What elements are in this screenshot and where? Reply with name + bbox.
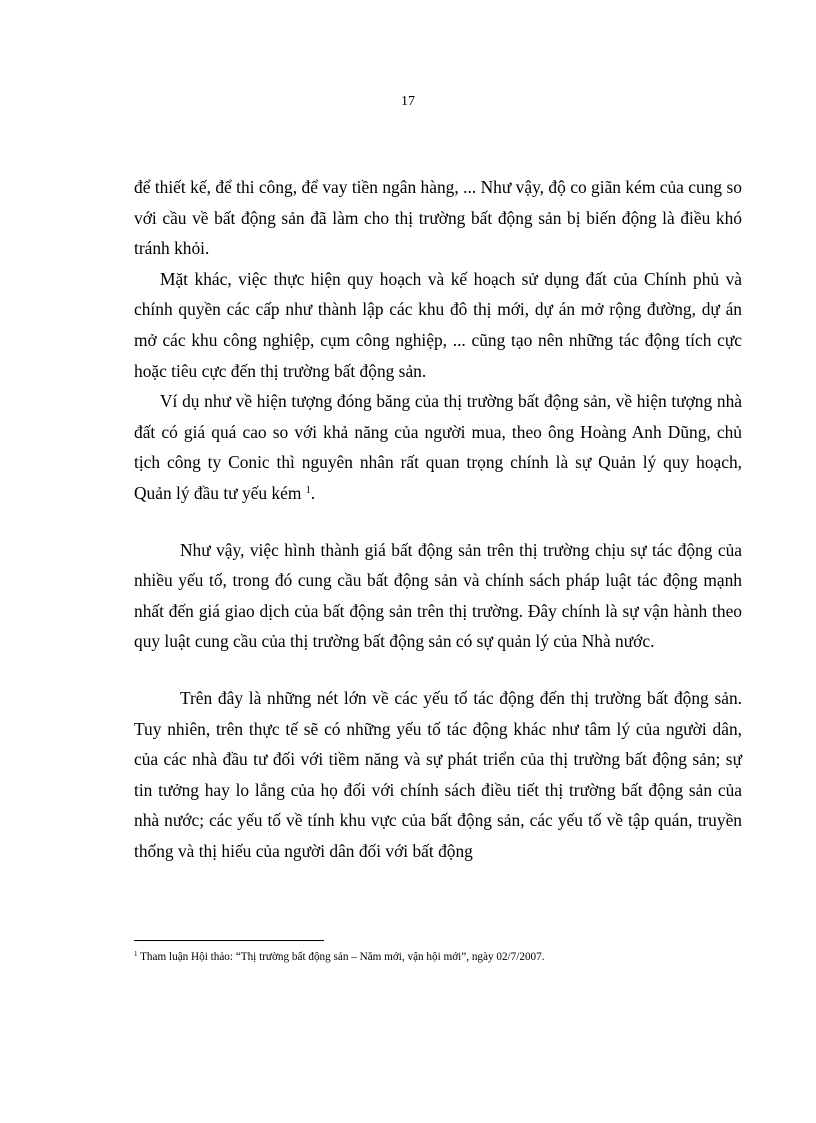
footnote-text: Tham luận Hội thảo: “Thị trường bất động sản – Năm mới, vận hội mới”, ngày 02/7/2007. [137,951,545,963]
paragraph-example-text: Ví dụ như về hiện tượng đóng băng của thị trường bất động sản, về hiện tượng nhà đất có giá quá cao so với khả năng của người mua, theo ông Hoàng Anh Dũng, chủ tịch công ty Conic thì nguyên nhân rất quan trọng chính là sự Quản lý quy hoạch, Quản lý đầu tư yếu kém [134,391,742,503]
footnote-separator [134,940,324,941]
footnote [134,950,742,964]
paragraph-continuation: để thiết kế, để thi công, để vay tiền ngân hàng, ... Như vậy, độ co giãn kém của cung so với cầu về bất động sản đã làm cho thị trường bất động sản bị biến động là điều khó tránh khỏi. [134,177,742,259]
paragraph-example-tail: . [310,482,316,503]
footnote-mark: 1 [134,950,138,958]
paragraph-price-formation: Như vậy, việc hình thành giá bất động sản trên thị trường chịu sự tác động của nhiều yếu tố, trong đó cung cầu bất động sản và chính sách pháp luật tác động mạnh nhất đến giá giao dịch của bất động sản trên thị trường. Đây chính là sự vận hành theo quy luật cung cầu của thị trường bất động sản có sự quản lý của Nhà nước. [134,539,742,652]
footnote-reference: 1 [305,484,311,496]
page-number: 17 [401,94,415,109]
paragraph-summary: Trên đây là những nét lớn về các yếu tố tác động đến thị trường bất động sản. Tuy nhiên, trên thực tế sẽ có những yếu tố tác động khác như tâm lý của người dân, của các nhà đầu tư đối với tiềm năng và sự phát triển của thị trường bất động sản; sự tin tưởng hay lo lắng của họ đối với chính sách điều tiết thị trường bất động sản của nhà nước; các yếu tố về tính khu vực của bất động sản, các yếu tố về tập quán, truyền thống và thị hiếu của người dân đối với bất động [134,687,742,861]
paragraph-example [134,386,742,508]
document-body [134,172,742,866]
paragraph-planning: Mặt khác, việc thực hiện quy hoạch và kế hoạch sử dụng đất của Chính phủ và chính quyền các cấp như thành lập các khu đô thị mới, dự án mở rộng đường, dự án mở các khu công nghiệp, cụm công nghiệp, ... cũng tạo nên những tác động tích cực hoặc tiêu cực đến thị trường bất động sản. [134,268,742,381]
